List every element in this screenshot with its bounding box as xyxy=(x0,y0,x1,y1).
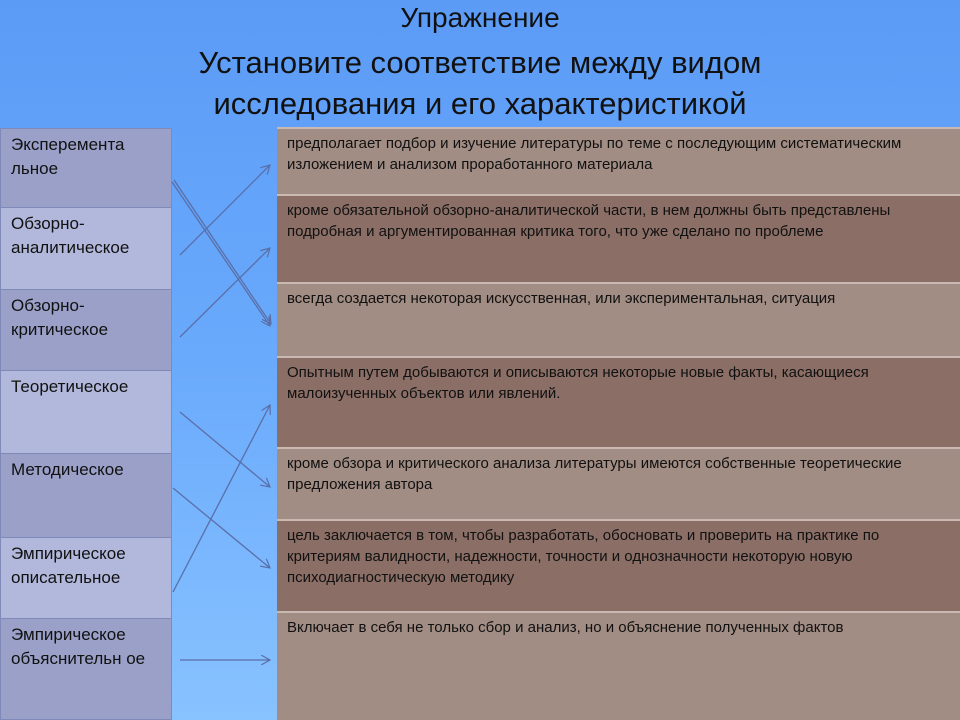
arrow-experimental-to-3-b xyxy=(174,180,271,324)
characteristic-2: кроме обязательной обзорно-аналитической части, в нем должны быть представлены подробная и аргументированная критика того, что уже сделано по проблеме xyxy=(277,194,960,284)
slide-title-line-1: Установите соответствие между видом xyxy=(198,45,762,80)
slide-title-line-2: исследования и его характеристикой xyxy=(213,86,747,121)
research-type-review-critical: Обзорно-критическое xyxy=(0,289,172,371)
arrow-theoretical-to-5 xyxy=(180,412,270,487)
characteristic-7: Включает в себя не только сбор и анализ, но и объяснение полученных фактов xyxy=(277,611,960,720)
research-type-experimental: Эксперемента льное xyxy=(0,128,172,208)
slide-heading: Упражнение xyxy=(400,2,560,33)
research-type-methodical: Методическое xyxy=(0,453,172,538)
arrow-empirical-descriptive-to-4 xyxy=(173,405,270,592)
characteristic-5: кроме обзора и критического анализа литературы имеются собственные теоретические предложения автора xyxy=(277,447,960,521)
arrow-experimental-to-3 xyxy=(172,182,270,326)
characteristic-1: предполагает подбор и изучение литературы по теме с последующим систематическим изложением и анализом проработанного материала xyxy=(277,127,960,196)
research-type-theoretical: Теоретическое xyxy=(0,370,172,454)
characteristic-4: Опытным путем добываются и описываются некоторые новые факты, касающиеся малоизученных объектов или явлений. xyxy=(277,356,960,449)
arrow-methodical-to-6 xyxy=(173,488,270,568)
research-type-empirical-explanatory: Эмпирическое объяснительн ое xyxy=(0,618,172,720)
characteristic-3: всегда создается некоторая искусственная, или экспериментальная, ситуация xyxy=(277,282,960,358)
arrow-review-analytical-to-1 xyxy=(180,165,270,255)
characteristic-6: цель заключается в том, чтобы разработать, обосновать и проверить на практике по критериям валидности, надежности, точности и однозначности некоторую новую психодиагностическую методику xyxy=(277,519,960,613)
research-type-empirical-descriptive: Эмпирическое описательное xyxy=(0,537,172,619)
arrow-review-critical-to-2 xyxy=(180,248,270,337)
research-type-review-analytical: Обзорно-аналитическое xyxy=(0,207,172,290)
